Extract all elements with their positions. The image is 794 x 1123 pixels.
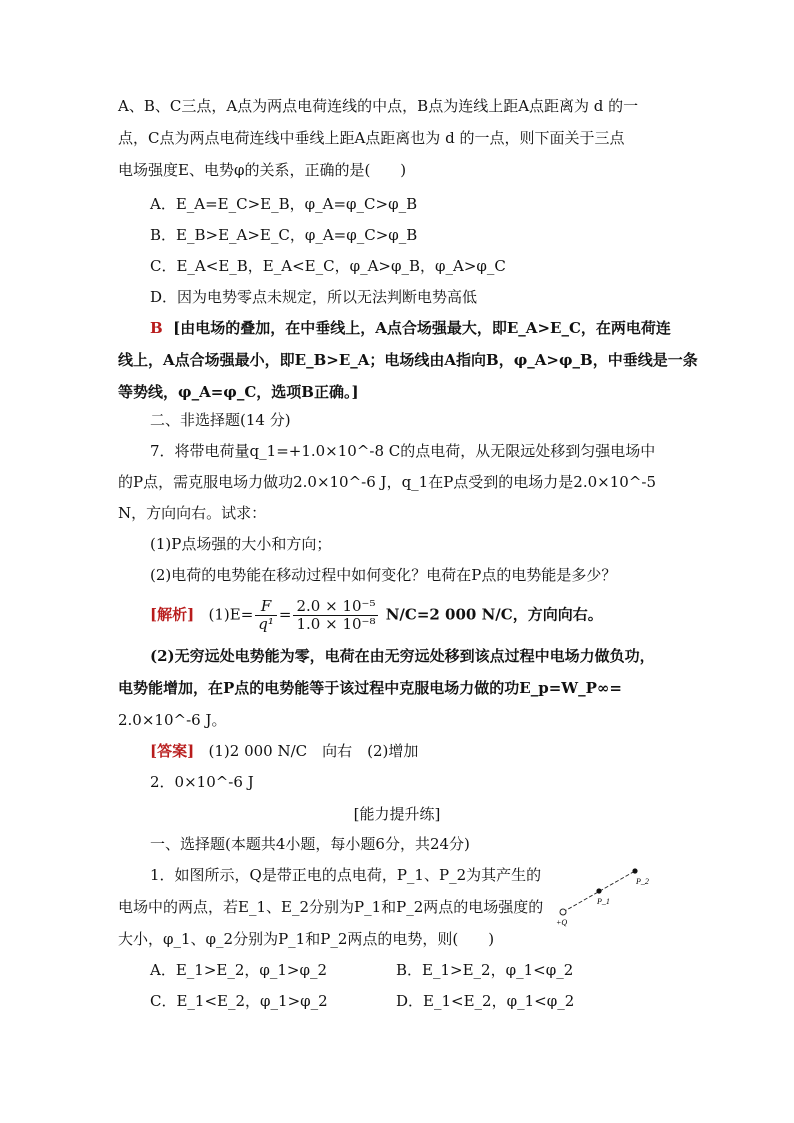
q6-option-c: C．E_A<E_B，E_A<E_C，φ_A>φ_B，φ_A>φ_C — [150, 257, 506, 275]
point-p2 — [632, 868, 637, 873]
q6-option-a: A．E_A=E_C>E_B，φ_A=φ_C>φ_B — [150, 195, 418, 213]
q1-stem-line-1: 1．如图所示，Q是带正电的点电荷，P_1、P_2为其产生的 — [150, 866, 542, 884]
fraction-numeric — [293, 598, 378, 633]
q6-option-b: B．E_B>E_A>E_C，φ_A=φ_C>φ_B — [150, 226, 418, 244]
fraction-numerator: 2.0 × 10⁻⁵ — [293, 598, 378, 616]
q1-option-c: C．E_1<E_2，φ_1>φ_2 — [150, 992, 328, 1010]
q6-stem-line-1: A、B、C三点，A点为两点电荷连线的中点，B点为连线上距A点距离为 d 的一 — [118, 97, 639, 115]
q6-explanation-text: [由电场的叠加，在中垂线上，A点合场强最大，即E_A>E_C，在两电荷连 — [173, 319, 671, 337]
q7-answer — [150, 741, 418, 761]
q7-analysis-1 — [150, 598, 603, 633]
section1-heading: 一、选择题(本题共4小题，每小题6分，共24分) — [150, 835, 470, 853]
q7-answer-cont: 2．0×10^-6 J — [150, 773, 254, 791]
analysis-1-equals: = — [278, 605, 292, 624]
q1-option-a: A．E_1>E_2，φ_1>φ_2 — [150, 961, 328, 979]
q6-explanation-line-2: 线上，A点合场强最小，即E_B>E_A；电场线由A指向B，φ_A>φ_B，中垂线是一条 — [118, 351, 698, 369]
q6-explanation-line-1 — [150, 318, 671, 338]
q7-stem-line-1: 7．将带电荷量q_1=+1.0×10^-8 C的点电荷，从无限远处移到匀强电场中 — [150, 442, 656, 460]
fraction-numerator: F — [255, 598, 277, 616]
label-p2: P_2 — [636, 877, 649, 886]
label-q: +Q — [556, 918, 568, 927]
q6-stem-line-3: 电场强度E、电势φ的关系，正确的是( ) — [118, 161, 407, 179]
answer-text: (1)2 000 N/C 向右 (2)增加 — [208, 742, 419, 760]
q7-stem-line-2: 的P点，需克服电场力做功2.0×10^-6 J，q_1在P点受到的电场力是2.0×10^-5 — [118, 473, 656, 491]
analysis-1-suffix: N/C=2 000 N/C，方向向右。 — [380, 605, 603, 624]
q7-sub-question-1: (1)P点场强的大小和方向； — [150, 535, 332, 553]
q1-option-d: D．E_1<E_2，φ_1<φ_2 — [396, 992, 575, 1010]
fraction-denominator: 1.0 × 10⁻⁸ — [296, 615, 376, 633]
charge-q-point — [560, 909, 566, 915]
analysis-1-prefix: (1)E= — [208, 605, 254, 624]
fraction-denominator: q¹ — [258, 615, 274, 633]
section2-heading: 二、非选择题(14 分) — [150, 411, 291, 429]
q7-stem-line-3: N，方向向右。试求： — [118, 504, 267, 522]
q7-analysis-2-line-2: 电势能增加，在P点的电势能等于该过程中克服电场力做的功E_p=W_P∞= — [118, 679, 622, 697]
q6-stem-line-2: 点，C点为两点电荷连线中垂线上距A点距离也为 d 的一点，则下面关于三点 — [118, 129, 625, 147]
answer-tag: [答案] — [150, 742, 195, 760]
field-point-figure — [550, 862, 660, 932]
q7-analysis-2-line-3: 2.0×10^-6 J。 — [118, 711, 227, 729]
section-title: [能力提升练] — [353, 805, 441, 823]
q7-analysis-2-line-1: (2)无穷远处电势能为零，电荷在由无穷远处移到该点过程中电场力做负功， — [150, 647, 655, 665]
q6-explanation-line-3: 等势线，φ_A=φ_C，选项B正确。] — [118, 383, 359, 401]
q6-option-d: D．因为电势零点未规定，所以无法判断电势高低 — [150, 288, 478, 306]
fraction-f-over-q — [255, 598, 277, 633]
analysis-tag: [解析] — [150, 605, 195, 624]
q7-sub-question-2: (2)电荷的电势能在移动过程中如何变化？电荷在P点的电势能是多少？ — [150, 566, 617, 584]
point-p1 — [596, 888, 601, 893]
label-p1: P_1 — [597, 897, 610, 906]
q1-option-b: B．E_1>E_2，φ_1<φ_2 — [396, 961, 574, 979]
q1-stem-line-2: 电场中的两点，若E_1、E_2分别为P_1和P_2两点的电场强度的 — [118, 898, 544, 916]
q1-stem-line-3: 大小，φ_1、φ_2分别为P_1和P_2两点的电势，则( ) — [118, 930, 495, 948]
q6-answer-letter: B — [150, 319, 163, 337]
